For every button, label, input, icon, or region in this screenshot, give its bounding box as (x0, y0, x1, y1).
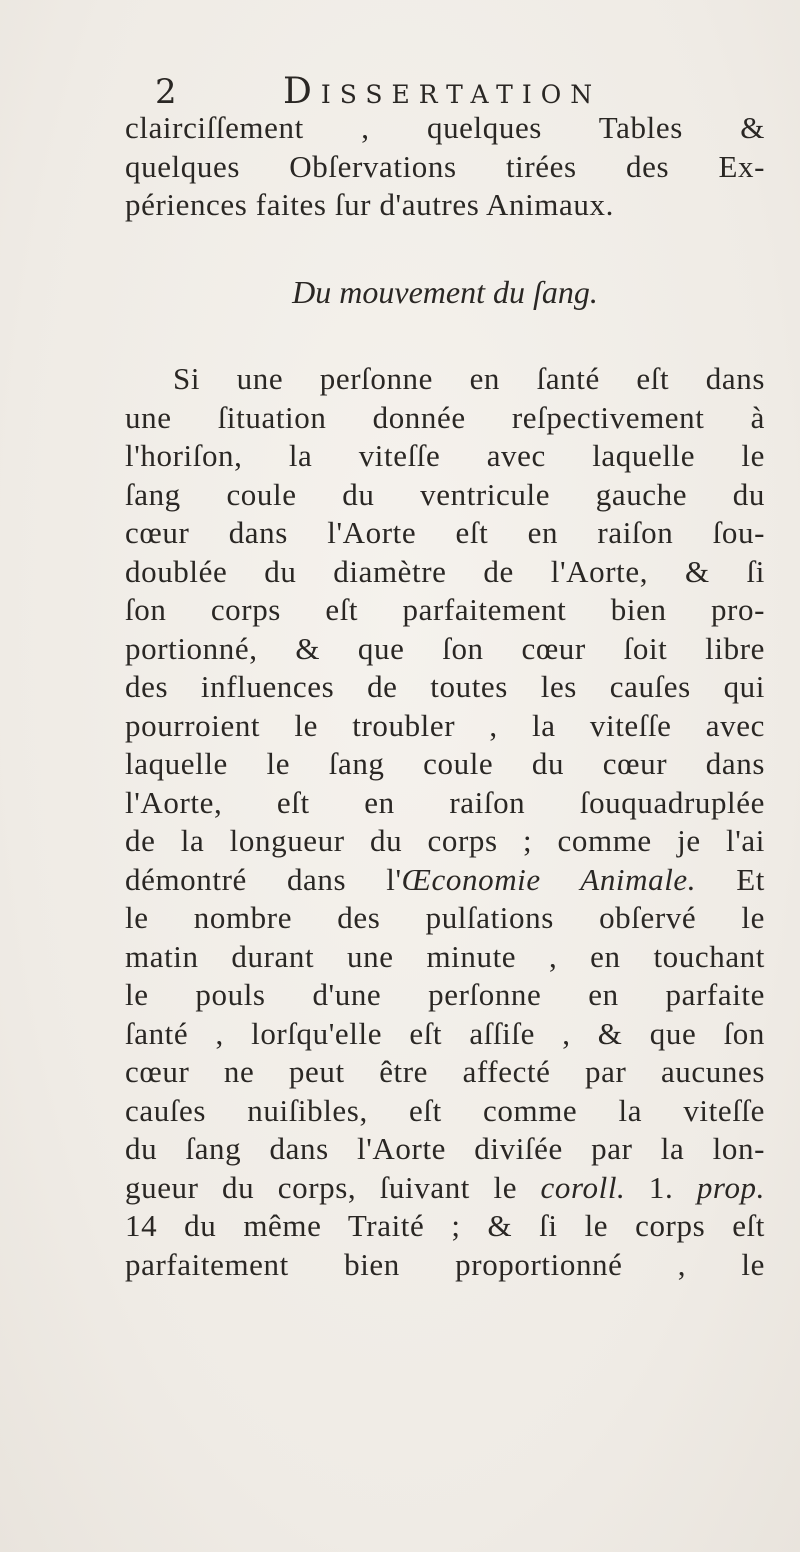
text-line: de la longueur du corps ; comme je l'ai (125, 823, 765, 858)
text-line: une ſituation donnée reſpectivement à (125, 399, 765, 435)
text-line: des influences de toutes les cauſes qui (125, 669, 765, 704)
citation-abbrev: coroll. (540, 1169, 626, 1205)
text-line (125, 861, 765, 900)
text-line: l'Aorte, eſt en raiſon ſouquadruplée (125, 784, 765, 820)
text-line: ſanté , lorſqu'elle eſt aſſiſe , & que ſon (125, 1015, 765, 1051)
text-run: Et (696, 861, 765, 897)
text-run: gueur du corps, ſuivant le (125, 1169, 541, 1205)
text-line: doublée du diamètre de l'Aorte, & ſi (125, 553, 765, 589)
page-header (155, 72, 755, 112)
citation-abbrev: prop. (696, 1169, 765, 1205)
text-line: laquelle le ſang coule du cœur dans (125, 746, 765, 781)
page-number: 2 (155, 72, 177, 112)
text-line: 14 du même Traité ; & ſi le corps eſt (125, 1208, 765, 1243)
running-head: Dissertation (283, 71, 602, 112)
text-line: portionné, & que ſon cœur ſoit libre (125, 630, 765, 666)
text-line (125, 1169, 765, 1208)
text-line: cauſes nuiſibles, eſt comme la viteſſe (125, 1092, 765, 1128)
text-line: quelques Obſervations tirées des Ex- (125, 148, 765, 184)
text-line: pourroient le troubler , la viteſſe avec (125, 707, 765, 743)
text-line: cœur ne peut être affecté par aucunes (125, 1054, 765, 1089)
text-line: parfaitement bien proportionné , le (125, 1246, 765, 1282)
text-line: périences faites ſur d'autres Animaux. (125, 187, 614, 222)
book-title: Œconomie Animale. (401, 861, 697, 897)
text-line: Si une perſonne en ſanté eſt dans (173, 361, 765, 396)
text-line: clairciſſement , quelques Tables & (125, 110, 765, 145)
text-line: matin durant une minute , en touchant (125, 938, 765, 974)
body-paragraph (125, 360, 765, 1284)
text-line: le pouls d'une perſonne en parfaite (125, 977, 765, 1012)
intro-text (125, 109, 765, 225)
text-line: ſang coule du ventricule gauche du (125, 476, 765, 512)
text-line: cœur dans l'Aorte eſt en raiſon ſou- (125, 515, 765, 550)
text-line: ſon corps eſt parfaitement bien pro- (125, 592, 765, 627)
text-run: démontré dans l' (125, 861, 402, 897)
text-line: du ſang dans l'Aorte diviſée par la lon- (125, 1131, 765, 1166)
text-line: le nombre des pulſations obſervé le (125, 900, 765, 935)
text-run: 1. (625, 1169, 697, 1205)
section-heading: Du mouvement du ſang. (292, 274, 598, 310)
text-line: l'horiſon, la viteſſe avec laquelle le (125, 438, 765, 473)
